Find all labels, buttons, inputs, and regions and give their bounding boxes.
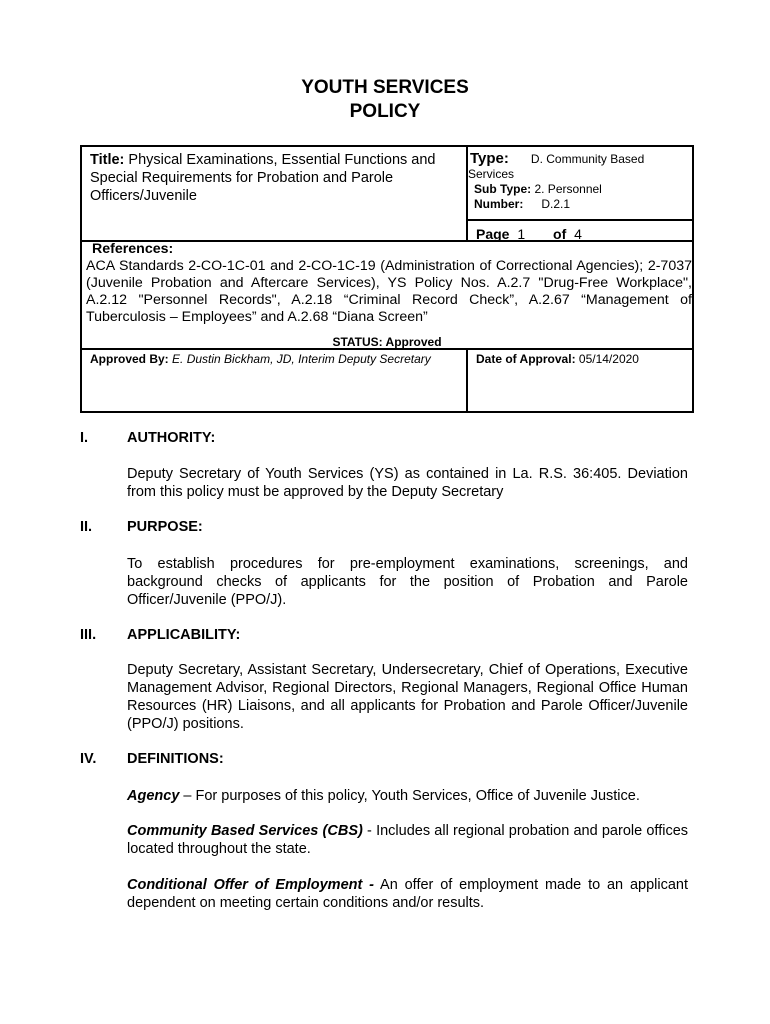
definition-term: Agency (127, 788, 180, 804)
divider-vertical-top (466, 147, 468, 240)
definition-cbs (127, 822, 688, 858)
authority-text: Deputy Secretary of Youth Services (YS) as contained in La. R.S. 36:405. Deviation from this policy must be approved by the Deputy Secretary (127, 466, 688, 500)
approved-by-label: Approved By: (90, 352, 169, 366)
section-heading: APPLICABILITY: (127, 627, 241, 643)
definition-term: Community Based Services (CBS) (127, 823, 363, 839)
approved-by-value: E. Dustin Bickham, JD, Interim Deputy Secretary (172, 352, 431, 366)
purpose-text: To establish procedures for pre-employment examinations, screenings, and background checks of applicants for the position of Probation and Parole Officer/Juvenile (PPO/J). (127, 556, 688, 608)
section-number: I. (80, 430, 89, 446)
approval-date-cell (476, 352, 639, 366)
definition-separator: – (179, 788, 196, 804)
definition-text: For purposes of this policy, Youth Services, Office of Juvenile Justice. (195, 788, 640, 804)
section-heading: DEFINITIONS: (127, 751, 224, 767)
definition-text: Includes all regional probation and parole offices located throughout the state. (127, 823, 689, 857)
approval-date-label: Date of Approval: (476, 352, 576, 366)
definition-term: Conditional Offer of Employment - (127, 877, 374, 893)
type-value-1: D. Community Based (530, 152, 645, 166)
section-heading: AUTHORITY: (127, 430, 216, 446)
title-line-2: POLICY (349, 101, 421, 122)
document-title (0, 76, 770, 124)
type-label: Type: (470, 150, 509, 167)
subtype-label: Sub Type: (474, 182, 532, 196)
section-number: III. (80, 627, 97, 643)
title-line-1: YOUTH SERVICES (301, 77, 469, 98)
policy-header-table (80, 145, 694, 413)
status-text: STATUS: Approved (332, 335, 442, 349)
title-value: Physical Examinations, Essential Functions and Special Requirements for Probation and Parole Officers/Juvenile (90, 152, 436, 204)
section-heading: PURPOSE: (127, 519, 203, 535)
section-number: II. (80, 519, 93, 535)
page-total: 4 (574, 226, 582, 242)
page-number: 1 (517, 226, 526, 242)
page-label: Page (476, 226, 510, 242)
divider-vertical-bottom (466, 348, 468, 413)
subtype-value: 2. Personnel (534, 182, 602, 196)
definition-agency (127, 787, 688, 805)
policy-type-cell (470, 151, 690, 212)
policy-title-cell (90, 151, 466, 205)
page-of-label: of (553, 226, 567, 242)
definition-text: An offer of employment made to an applicant dependent on meeting certain conditions and/or results. (127, 877, 689, 911)
type-value-2: Services (468, 167, 515, 181)
section-number: IV. (80, 751, 97, 767)
definition-conditional-offer (127, 876, 688, 912)
approved-by-cell (90, 352, 431, 366)
number-label: Number: (474, 197, 524, 211)
applicability-text: Deputy Secretary, Assistant Secretary, Undersecretary, Chief of Operations, Executive Management Advisor, Regional Directors, Regional Managers, Regional Office Human Resources (HR) Liaisons, and all applicants for Probation and Parole Officer/Juvenile (PPO/J) positions. (127, 662, 688, 732)
references-cell (86, 241, 692, 326)
number-value: D.2.1 (541, 197, 571, 211)
definition-separator: - (362, 823, 377, 839)
references-text: ACA Standards 2-CO-1C-01 and 2-CO-1C-19 (Administration of Correctional Agencies); 2-7037 (Juvenile Probation and Aftercare Services), YS Policy Nos. A.2.7 "Drug-Free Workplace", A.2.12 "Personnel Records", A.2.18 “Criminal Record Check”, A.2.67 “Management of Tuberculosis – Employees” and A.2.68 “Diana Screen” (86, 258, 692, 325)
divider-type-page (466, 219, 694, 221)
title-label: Title: (90, 152, 125, 168)
references-label: References: (92, 241, 174, 257)
approval-date-value: 05/14/2020 (578, 352, 639, 366)
